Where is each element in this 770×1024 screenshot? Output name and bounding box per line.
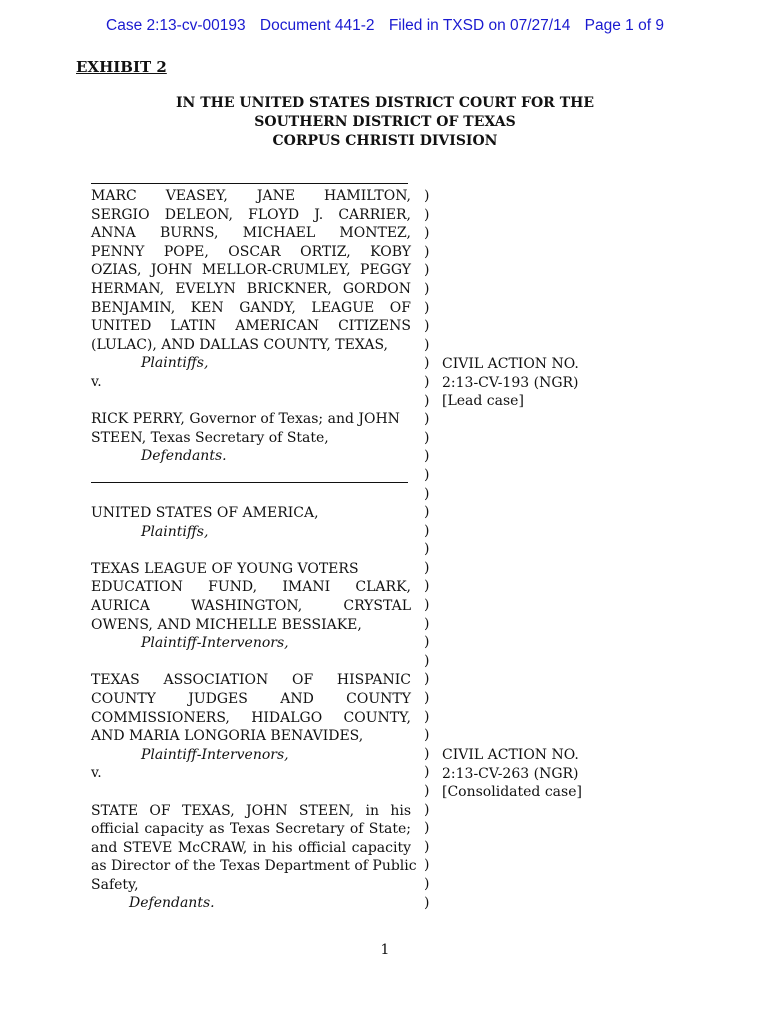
defendants-role: Defendants.: [129, 895, 215, 912]
caption-rule-top: [91, 183, 408, 184]
party-line: OWENS, AND MICHELLE BESSIAKE,: [91, 616, 362, 633]
paren-mark: ): [424, 541, 430, 558]
party-line: ANNA BURNS, MICHAEL MONTEZ,: [91, 225, 411, 242]
party-line: COUNTY JUDGES AND COUNTY: [91, 690, 411, 707]
plaintiffs-role: Plaintiffs,: [141, 355, 209, 372]
party-line: OZIAS, JOHN MELLOR-CRUMLEY, PEGGY: [91, 262, 411, 279]
exhibit-title: EXHIBIT 2: [76, 58, 167, 76]
paren-mark: ): [424, 764, 430, 781]
defendant-line: STATE OF TEXAS, JOHN STEEN, in his: [91, 802, 411, 819]
party-line: HERMAN, EVELYN BRICKNER, GORDON: [91, 280, 411, 297]
party-line: AND MARIA LONGORIA BENAVIDES,: [91, 728, 364, 745]
page-of: Page 1 of 9: [584, 17, 664, 34]
party-line: (LULAC), AND DALLAS COUNTY, TEXAS,: [91, 336, 388, 353]
defendant-line: STEEN, Texas Secretary of State,: [91, 429, 329, 446]
party-line: UNITED LATIN AMERICAN CITIZENS: [91, 318, 411, 335]
intervenor-role: Plaintiff-Intervenors,: [141, 635, 289, 652]
paren-mark: ): [424, 578, 430, 595]
paren-mark: ): [424, 373, 430, 390]
party-line: EDUCATION FUND, IMANI CLARK,: [91, 579, 411, 596]
paren-mark: ): [424, 485, 430, 502]
paren-mark: ): [424, 355, 430, 372]
paren-mark: ): [424, 820, 430, 837]
paren-mark: ): [424, 838, 430, 855]
versus: v.: [91, 765, 102, 782]
filed-date: Filed in TXSD on 07/27/14: [388, 17, 571, 34]
paren-mark: ): [424, 504, 430, 521]
civil-action-number: 2:13-CV-193 (NGR): [442, 374, 579, 391]
defendant-line: Safety,: [91, 876, 139, 893]
paren-mark: ): [424, 262, 430, 279]
paren-mark: ): [424, 652, 430, 669]
filing-header: [0, 17, 770, 35]
paren-mark: ): [424, 188, 430, 204]
civil-action-note: [Lead case]: [442, 393, 524, 410]
versus: v.: [91, 373, 102, 390]
paren-mark: ): [424, 466, 430, 483]
party-line: TEXAS ASSOCIATION OF HISPANIC: [91, 672, 411, 689]
paren-mark: ): [424, 318, 430, 335]
paren-mark: ): [424, 522, 430, 539]
party-line: UNITED STATES OF AMERICA,: [91, 505, 319, 521]
civil-action-label: CIVIL ACTION NO.: [442, 747, 579, 763]
paren-mark: ): [424, 708, 430, 725]
civil-action-2: [442, 746, 582, 802]
caption-rule-middle: [91, 482, 408, 483]
document-number: Document 441-2: [259, 17, 375, 34]
paren-mark: ): [424, 671, 430, 688]
caption-parentheses-column: [424, 187, 429, 912]
defendant-line: as Director of the Texas Department of Public: [91, 858, 417, 875]
page-number: 1: [380, 942, 390, 958]
paren-mark: ): [424, 336, 430, 353]
us-role: Plaintiffs,: [141, 523, 209, 540]
court-line-2: SOUTHERN DISTRICT OF TEXAS: [254, 114, 516, 130]
party-line: PENNY POPE, OSCAR ORTIZ, KOBY: [91, 243, 411, 260]
caption-2-parties: [91, 504, 417, 913]
intervenor-role: Plaintiff-Intervenors,: [141, 746, 289, 763]
court-line-3: CORPUS CHRISTI DIVISION: [272, 133, 498, 149]
court-heading: [0, 94, 770, 151]
paren-mark: ): [424, 299, 430, 316]
paren-mark: ): [424, 429, 430, 446]
case-number: Case 2:13-cv-00193: [106, 17, 246, 34]
paren-mark: ): [424, 690, 430, 707]
paren-mark: ): [424, 634, 430, 651]
paren-mark: ): [424, 559, 430, 576]
civil-action-label: CIVIL ACTION NO.: [442, 356, 579, 372]
paren-mark: ): [424, 801, 430, 818]
paren-mark: ): [424, 392, 430, 409]
civil-action-number: 2:13-CV-263 (NGR): [442, 765, 579, 782]
party-line: MARC VEASEY, JANE HAMILTON,: [91, 188, 411, 204]
caption-1-parties: [91, 187, 411, 466]
civil-action-note: [Consolidated case]: [442, 784, 582, 801]
paren-mark: ): [424, 857, 430, 874]
paren-mark: ): [424, 727, 430, 744]
party-line: BENJAMIN, KEN GANDY, LEAGUE OF: [91, 299, 411, 316]
defendants-role: Defendants.: [141, 448, 227, 465]
paren-mark: ): [424, 597, 430, 614]
party-line: SERGIO DELEON, FLOYD J. CARRIER,: [91, 206, 411, 223]
party-line: AURICA WASHINGTON, CRYSTAL: [91, 597, 411, 614]
defendant-line: and STEVE McCRAW, in his official capacity: [91, 839, 411, 856]
defendant-line: RICK PERRY, Governor of Texas; and JOHN: [91, 411, 400, 428]
court-line-1: IN THE UNITED STATES DISTRICT COURT FOR THE: [175, 95, 595, 111]
paren-mark: ): [424, 225, 430, 242]
paren-mark: ): [424, 745, 430, 762]
paren-mark: ): [424, 448, 430, 465]
paren-mark: ): [424, 411, 430, 428]
defendant-line: official capacity as Texas Secretary of State;: [91, 821, 411, 838]
civil-action-1: [442, 355, 579, 411]
paren-mark: ): [424, 243, 430, 260]
paren-mark: ): [424, 875, 430, 892]
party-line: TEXAS LEAGUE OF YOUNG VOTERS: [91, 560, 359, 577]
paren-mark: ): [424, 206, 430, 223]
party-line: COMMISSIONERS, HIDALGO COUNTY,: [91, 709, 411, 726]
paren-mark: ): [424, 280, 430, 297]
paren-mark: ): [424, 783, 430, 799]
paren-mark: ): [424, 615, 430, 632]
paren-mark: ): [424, 894, 430, 911]
